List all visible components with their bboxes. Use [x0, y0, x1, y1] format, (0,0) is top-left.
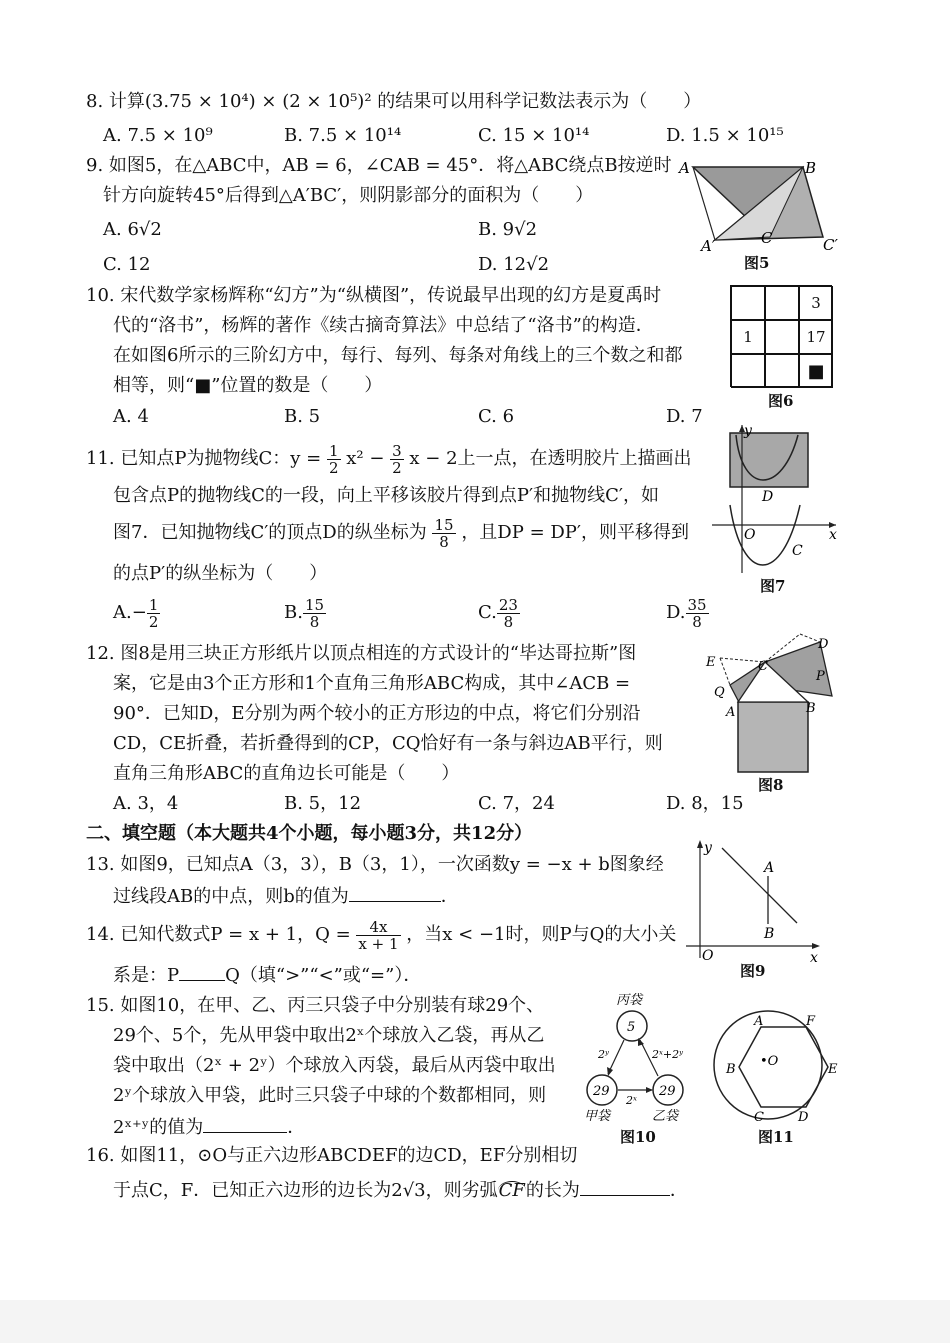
q12-option-c: C. 7，24 — [478, 793, 555, 814]
label-c: C — [758, 659, 768, 674]
arc-cf: CF — [498, 1180, 525, 1201]
figure-9 — [682, 838, 822, 963]
q9-option-d: D. 12√2 — [478, 254, 550, 275]
figure-8-caption: 图8 — [758, 776, 784, 794]
q10-option-b: B. 5 — [284, 406, 321, 427]
fraction: $\frac{15}{8}$ — [434, 515, 454, 551]
q11-line-1-post: x − 2上一点，在透明胶片上描画出 — [409, 448, 692, 469]
q15-line-2: 29个、5个，先从甲袋中取出2ˣ个球放入乙袋，再从乙 — [113, 1025, 545, 1046]
label-y: y — [744, 425, 752, 439]
arrow-bj-label: 2ʸ — [598, 1048, 609, 1061]
linear-function-line — [722, 848, 797, 923]
label-b: B — [806, 701, 816, 716]
q9-line-1: 9. 如图5，在△ABC中，AB = 6，∠CAB = 45°．将△ABC绕点B按逆时 — [86, 155, 672, 176]
figure-8 — [700, 630, 845, 775]
answer-blank[interactable] — [179, 962, 225, 981]
q14-line-1 — [86, 916, 676, 954]
bag-yi-count: 29 — [659, 1084, 676, 1099]
q9-option-c: C. 12 — [103, 254, 151, 275]
label-e: E — [706, 655, 716, 670]
label-b: B — [805, 159, 817, 177]
label-c: C — [761, 229, 773, 247]
figure-10-caption: 图10 — [620, 1128, 656, 1146]
magic-cell — [731, 286, 765, 320]
label-o: •O — [760, 1054, 779, 1069]
q16-line-2 — [113, 1177, 688, 1203]
q11-option-d: D. $\frac{35}{8}$ — [666, 595, 707, 631]
magic-cell — [731, 354, 765, 388]
q8-option-c: C. 15 × 10¹⁴ — [478, 125, 590, 146]
q14-line-2-pre: 系是：P — [113, 965, 180, 986]
label-a: A — [679, 159, 690, 177]
arrow-jy-label: 2ˣ — [626, 1094, 637, 1107]
q11-option-c: C. $\frac{23}{8}$ — [478, 595, 518, 631]
bag-bing-label: 丙袋 — [616, 993, 643, 1008]
figure-6-magic-square — [730, 285, 832, 387]
q14-line-2-post: Q（填“>”“<”或“=”）． — [225, 965, 422, 986]
q10-line-3: 在如图6所示的三阶幻方中，每行、每列、每条对角线上的三个数之和都 — [113, 345, 683, 366]
q10-option-a: A. 4 — [113, 406, 149, 427]
q16-line-2-post: ． — [669, 1180, 688, 1201]
answer-blank[interactable] — [349, 883, 441, 902]
q11-line-3-post: ，且DP = DP′，则平移得到 — [461, 522, 690, 543]
q13-line-2-pre: 过线段AB的中点，则b的值为 — [113, 886, 349, 907]
q12-line-3: 90°．已知D，E分别为两个较小的正方形边的中点，将它们分别沿 — [113, 703, 641, 724]
bag-bing-count: 5 — [627, 1020, 636, 1035]
q13-line-2 — [113, 883, 459, 909]
q8-stem: 8. 计算(3.75 × 10⁴) × (2 × 10⁵)² 的结果可以用科学记数法表示为（ ） — [86, 91, 702, 112]
label-a: A — [726, 705, 736, 720]
q15-line-3: 袋中取出（2ˣ + 2ʸ）个球放入丙袋，最后从丙袋中取出 — [113, 1055, 556, 1076]
answer-blank[interactable] — [203, 1114, 287, 1133]
q14-line-2 — [113, 962, 421, 988]
fraction: $\frac{4x}{x + 1}$ — [358, 917, 399, 953]
q11-line-1 — [86, 440, 692, 478]
q10-option-c: C. 6 — [478, 406, 515, 427]
label-b: B — [764, 926, 775, 942]
q12-line-5: 直角三角形ABC的直角边长可能是（ ） — [113, 763, 460, 784]
figure-11 — [706, 1005, 846, 1127]
figure-7-caption: 图7 — [760, 577, 786, 595]
label-f: F — [806, 1014, 816, 1029]
section-2-title: 二、填空题（本大题共4个小题，每小题3分，共12分） — [86, 823, 533, 844]
label-c: C — [792, 543, 803, 559]
q11-option-a: A.− $\frac{1}{2}$ — [113, 595, 159, 631]
q16-line-1: 16. 如图11，⊙O与正六边形ABCDEF的边CD，EF分别相切 — [86, 1145, 578, 1166]
figure-6-caption: 图6 — [768, 392, 794, 410]
q8-option-b: B. 7.5 × 10¹⁴ — [284, 125, 402, 146]
q12-line-4: CD，CE折叠，若折叠得到的CP，CQ恰好有一条与斜边AB平行，则 — [113, 733, 663, 754]
q9-option-b: B. 9√2 — [478, 219, 538, 240]
magic-cell: 3 — [799, 286, 833, 320]
figure-10 — [580, 988, 700, 1128]
page-bottom-shade — [0, 1300, 950, 1343]
q11-line-1-pre: 11. 已知点P为抛物线C：y = — [86, 448, 322, 469]
magic-cell: 1 — [731, 320, 765, 354]
parabola-c — [730, 505, 800, 565]
label-x: x — [810, 950, 818, 963]
label-d: D — [798, 1110, 809, 1125]
figure-5-caption: 图5 — [744, 254, 770, 272]
bag-yi-label: 乙袋 — [652, 1109, 679, 1124]
label-c-prime: C′ — [823, 236, 838, 254]
q11-line-1-mid: x² − — [346, 448, 385, 469]
q10-option-d: D. 7 — [666, 406, 703, 427]
figure-11-caption: 图11 — [758, 1128, 794, 1146]
label-p: P — [816, 669, 825, 684]
label-b: B — [726, 1062, 736, 1077]
q14-line-1-post: ，当x < −1时，则P与Q的大小关 — [406, 924, 677, 945]
q11-line-3-pre: 图7．已知抛物线C′的顶点D的纵坐标为 — [113, 522, 427, 543]
q15-line-4: 2ʸ个球放入甲袋，此时三只袋子中球的个数都相同，则 — [113, 1085, 547, 1106]
magic-cell — [765, 286, 799, 320]
label-o: O — [702, 948, 714, 963]
q15-line-5 — [113, 1114, 305, 1140]
label-a: A — [764, 860, 775, 876]
label-o: O — [744, 527, 756, 543]
q12-option-b: B. 5，12 — [284, 793, 362, 814]
label-y: y — [704, 840, 712, 856]
magic-cell: 17 — [799, 320, 833, 354]
q15-line-5-post: ． — [287, 1117, 306, 1138]
label-e: E — [828, 1062, 838, 1077]
label-q: Q — [714, 685, 725, 700]
q12-line-2: 案，它是由3个正方形和1个直角三角形ABC构成，其中∠ACB = — [113, 673, 631, 694]
label-x: x — [829, 527, 837, 543]
q16-line-2-mid: 的长为 — [525, 1180, 580, 1201]
figure-9-caption: 图9 — [740, 962, 766, 980]
q8-option-a: A. 7.5 × 10⁹ — [103, 125, 213, 146]
q8-option-d: D. 1.5 × 10¹⁵ — [666, 125, 784, 146]
label-d: D — [762, 489, 774, 505]
q11-line-2: 包含点P的抛物线C的一段，向上平移该胶片得到点P′和抛物线C′，如 — [113, 485, 659, 506]
q11-line-4: 的点P′的纵坐标为（ ） — [113, 563, 328, 584]
q10-line-1: 10. 宋代数学家杨辉称“幻方”为“纵横图”，传说最早出现的幻方是夏禹时 — [86, 285, 662, 306]
label-c: C — [754, 1110, 764, 1125]
figure-7 — [712, 425, 842, 575]
magic-cell-unknown: ■ — [799, 354, 833, 388]
q15-line-5-pre: 2ˣ⁺ʸ的值为 — [113, 1117, 204, 1138]
q13-line-1: 13. 如图9，已知点A（3，3），B（3，1），一次函数y = −x + b图象经 — [86, 854, 664, 875]
label-a-prime: A′ — [701, 237, 716, 255]
q15-line-1: 15. 如图10，在甲、乙、丙三只袋子中分别装有球29个、 — [86, 995, 545, 1016]
q12-option-a: A. 3，4 — [113, 793, 179, 814]
answer-blank[interactable] — [580, 1177, 670, 1196]
q14-line-1-pre: 14. 已知代数式P = x + 1，Q = — [86, 924, 351, 945]
q12-option-d: D. 8，15 — [666, 793, 744, 814]
fraction: $\frac{1}{2}$ — [328, 441, 339, 477]
q10-line-4: 相等，则“■”位置的数是（ ） — [113, 375, 383, 396]
q10-line-2: 代的“洛书”，杨辉的著作《续古摘奇算法》中总结了“洛书”的构造． — [113, 315, 654, 336]
large-square — [738, 702, 808, 772]
fraction: $\frac{3}{2}$ — [392, 441, 402, 477]
magic-cell — [765, 320, 799, 354]
q9-line-2: 针方向旋转45°后得到△A′BC′，则阴影部分的面积为（ ） — [103, 185, 594, 206]
label-d: D — [818, 637, 829, 652]
magic-cell — [765, 354, 799, 388]
q16-line-2-pre: 于点C，F．已知正六边形的边长为2√3，则劣弧 — [113, 1180, 498, 1201]
bag-jia-count: 29 — [593, 1084, 610, 1099]
bag-jia-label: 甲袋 — [584, 1109, 611, 1124]
figure-5 — [675, 155, 845, 255]
label-a: A — [754, 1014, 764, 1029]
q9-option-a: A. 6√2 — [103, 219, 162, 240]
q12-line-1: 12. 图8是用三块正方形纸片以顶点相连的方式设计的“毕达哥拉斯”图 — [86, 643, 637, 664]
q11-option-b: B. $\frac{15}{8}$ — [284, 595, 325, 631]
q13-line-2-post: ． — [440, 886, 459, 907]
q11-line-3 — [113, 514, 689, 552]
arrow-yb-label: 2ˣ+2ʸ — [652, 1048, 684, 1061]
